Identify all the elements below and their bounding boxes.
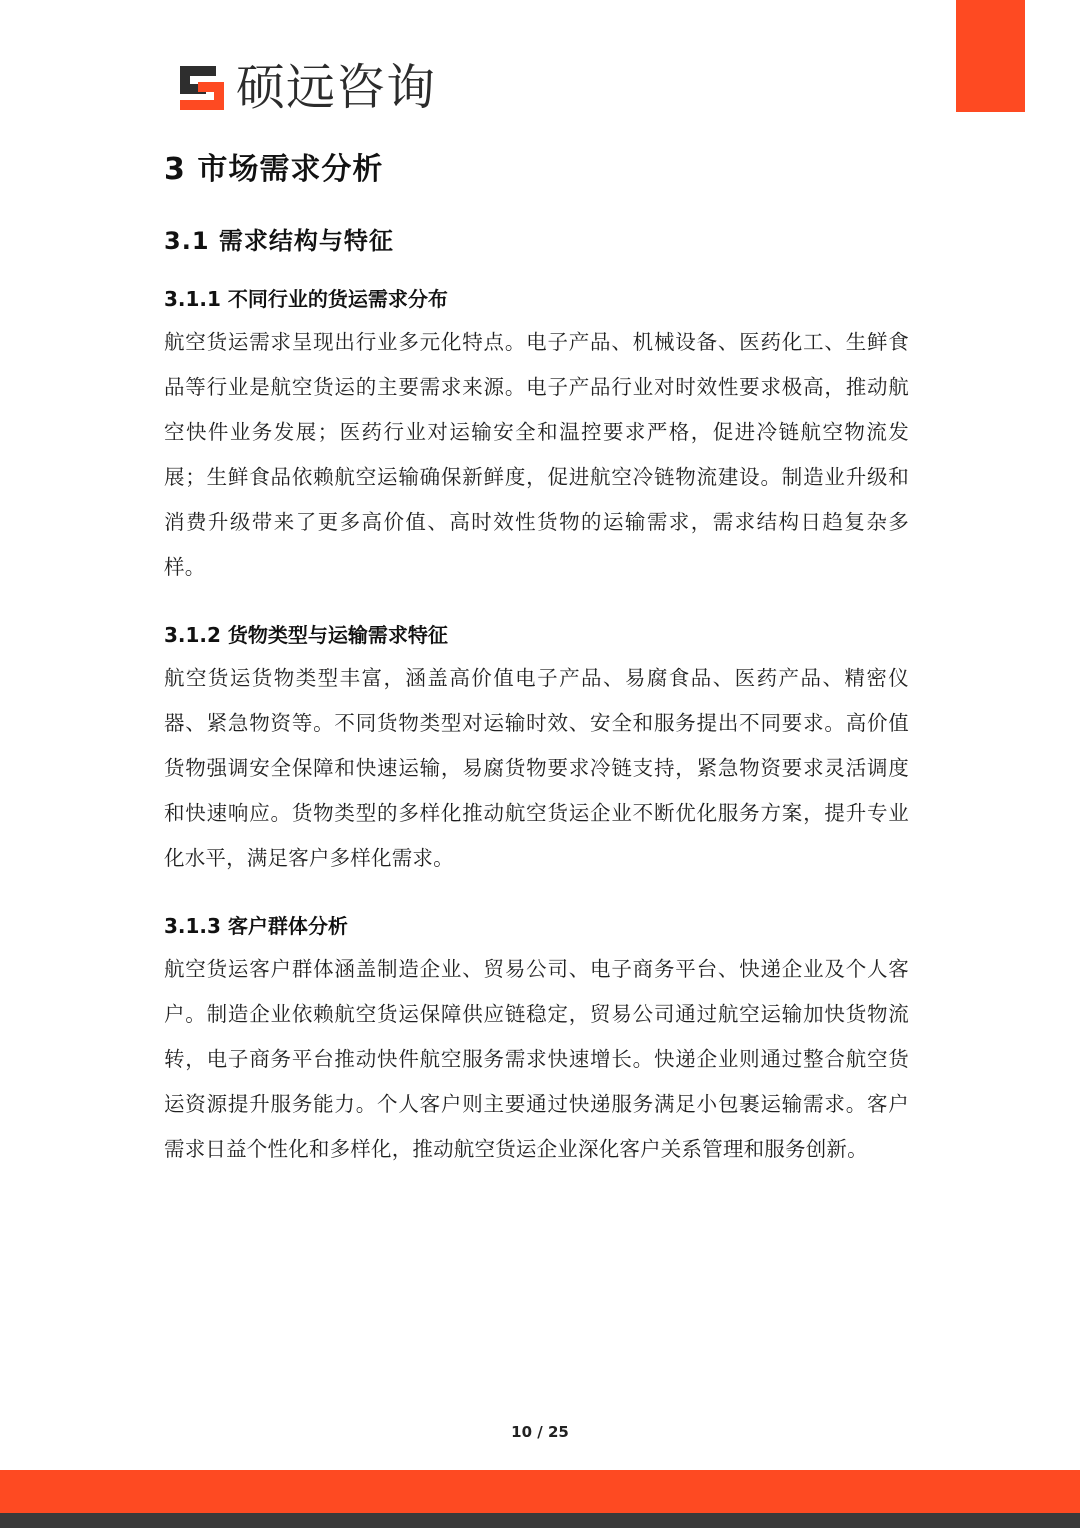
footer-dark-strip [0,1513,1080,1528]
document-content [164,148,909,1172]
subsection [164,284,909,590]
subsection-title: 3.1.1 不同行业的货运需求分布 [164,287,448,311]
brand-logo [176,60,436,116]
subsection [164,620,909,881]
subsection-title: 3.1.3 客户群体分析 [164,914,348,938]
subsection [164,911,909,1172]
brand-name: 硕远咨询 [236,59,437,116]
subsection-body: 航空货运需求呈现出行业多元化特点。电子产品、机械设备、医药化工、生鲜食品等行业是航空货运的主要需求来源。电子产品行业对时效性要求极高，推动航空快件业务发展；医药行业对运输安全和温控要求严格，促进冷链航空物流发展；生鲜食品依赖航空运输确保新鲜度，促进航空冷链物流建设。制造业升级和消费升级带来了更多高价值、高时效性货物的运输需求，需求结构日趋复杂多样。 [164,330,909,579]
subsection-body: 航空货运客户群体涵盖制造企业、贸易公司、电子商务平台、快递企业及个人客户。制造企业依赖航空货运保障供应链稳定，贸易公司通过航空运输加快货物流转，电子商务平台推动快件航空服务需求快速增长。快递企业则通过整合航空货运资源提升服务能力。个人客户则主要通过快递服务满足小包裹运输需求。客户需求日益个性化和多样化，推动航空货运企业深化客户关系管理和服务创新。 [164,957,909,1161]
subsection-body: 航空货运货物类型丰富，涵盖高价值电子产品、易腐食品、医药产品、精密仪器、紧急物资等。不同货物类型对运输时效、安全和服务提出不同要求。高价值货物强调安全保障和快速运输，易腐货物要求冷链支持，紧急物资要求灵活调度和快速响应。货物类型的多样化推动航空货运企业不断优化服务方案，提升专业化水平，满足客户多样化需求。 [164,666,909,870]
section-title: 3.1 需求结构与特征 [164,227,394,255]
page-number: 10 / 25 [511,1423,569,1441]
corner-accent-block [956,0,1025,112]
logo-mark-icon [176,64,228,112]
footer-accent-bar [0,1470,1080,1513]
chapter-title: 3 市场需求分析 [164,152,384,187]
subsection-title: 3.1.2 货物类型与运输需求特征 [164,623,448,647]
